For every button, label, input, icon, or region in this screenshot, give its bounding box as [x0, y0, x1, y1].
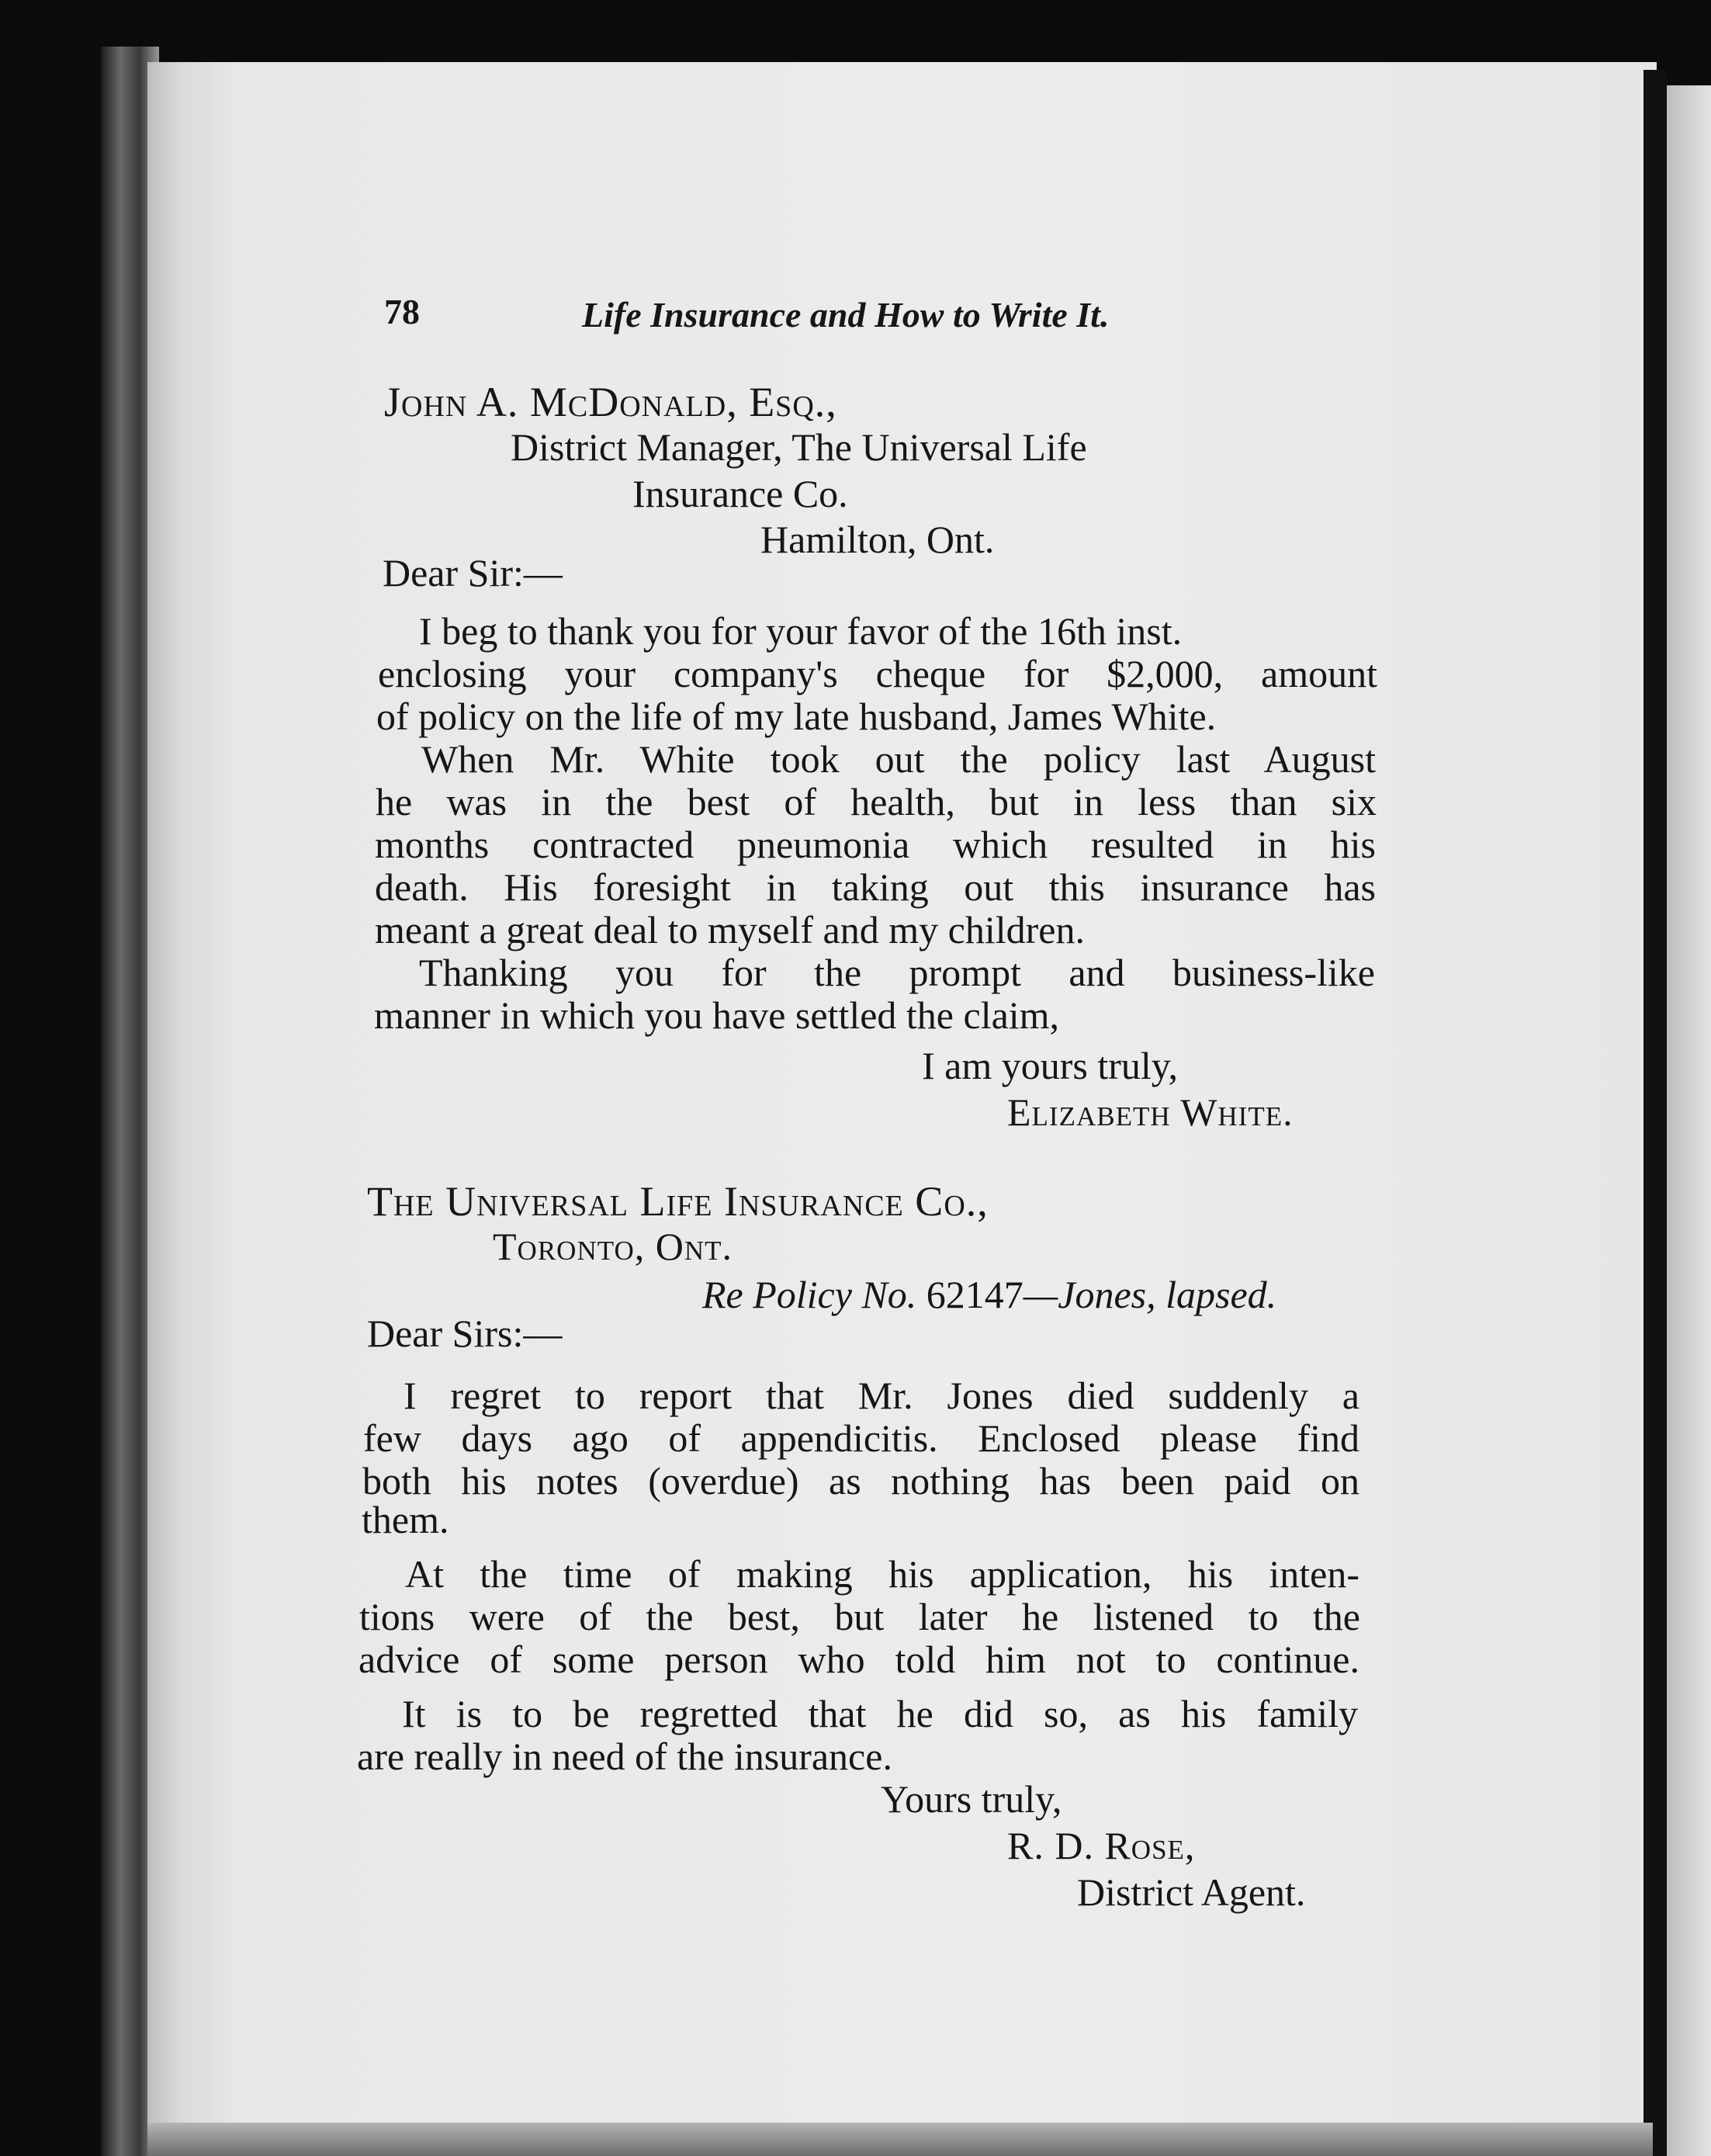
letter2-body-line: I regret to report that Mr. Jones died suddenly a — [404, 1374, 1359, 1417]
letter1-body-line: months contracted pneumonia which resulted in his — [375, 823, 1376, 866]
reference-suffix: —Jones, lapsed. — [1023, 1273, 1277, 1316]
letter2-body-line: few days ago of appendicitis. Enclosed please find — [363, 1416, 1359, 1460]
letter1-body-line: he was in the best of health, but in less than six — [376, 780, 1377, 823]
page-number: 78 — [384, 292, 420, 331]
page-paper — [147, 62, 1657, 2142]
letter2-body-line: both his notes (overdue) as nothing has been paid on — [362, 1459, 1359, 1503]
letter1-body-line: of policy on the life of my late husband, James White. — [376, 695, 1217, 738]
letter2-addressee: The Universal Life Insurance Co., — [367, 1178, 989, 1225]
letter2-body-line: At the time of making his application, his inten- — [405, 1552, 1359, 1596]
letter2-salutation: Dear Sirs:— — [367, 1312, 563, 1355]
letter1-closing: I am yours truly, — [922, 1044, 1179, 1087]
letter1-signature: Elizabeth White. — [1007, 1090, 1294, 1134]
letter1-company: Insurance Co. — [632, 472, 848, 515]
letter2-body-line: are really in need of the insurance. — [357, 1735, 892, 1778]
letter2-signature-title: District Agent. — [1077, 1870, 1306, 1914]
letter1-addressee: John A. McDonald, Esq., — [384, 379, 837, 425]
page-gutter — [1643, 70, 1667, 2156]
letter1-body-line: enclosing your company's cheque for $2,000, amount — [378, 652, 1377, 695]
letter1-salutation: Dear Sir:— — [383, 551, 563, 594]
letter2-city: Toronto, Ont. — [493, 1225, 733, 1268]
letter1-title: District Manager, The Universal Life — [511, 425, 1087, 469]
page-bottom-edge — [147, 2123, 1653, 2156]
letter2-body-line: tions were of the best, but later he listened to the — [359, 1595, 1360, 1638]
letter2-body-line: them. — [362, 1498, 449, 1541]
letter1-body-line: manner in which you have settled the claim, — [374, 993, 1060, 1037]
letter2-signature: R. D. Rose, — [1007, 1824, 1196, 1867]
reference-number: 62147 — [926, 1273, 1023, 1316]
letter2-reference — [702, 1273, 1276, 1316]
letter1-city: Hamilton, Ont. — [760, 518, 995, 561]
letter2-body-line: advice of some person who told him not to continue. — [358, 1638, 1359, 1681]
running-head — [0, 291, 1711, 338]
letter1-body-line: meant a great deal to myself and my children. — [375, 908, 1085, 951]
letter2-body-line: It is to be regretted that he did so, as his family — [402, 1692, 1358, 1735]
letter1-body-line: I beg to thank you for your favor of the 16th inst. — [419, 609, 1183, 653]
running-title: Life Insurance and How to Write It. — [582, 295, 1110, 334]
reference-prefix: Re Policy No. — [702, 1273, 917, 1316]
letter1-body-line: When Mr. White took out the policy last August — [421, 737, 1376, 781]
letter2-closing: Yours truly, — [881, 1777, 1062, 1821]
letter1-body-line: Thanking you for the prompt and business-like — [419, 951, 1375, 994]
facing-page-edge — [1667, 85, 1711, 2156]
letter1-body-line: death. His foresight in taking out this insurance has — [375, 865, 1376, 909]
